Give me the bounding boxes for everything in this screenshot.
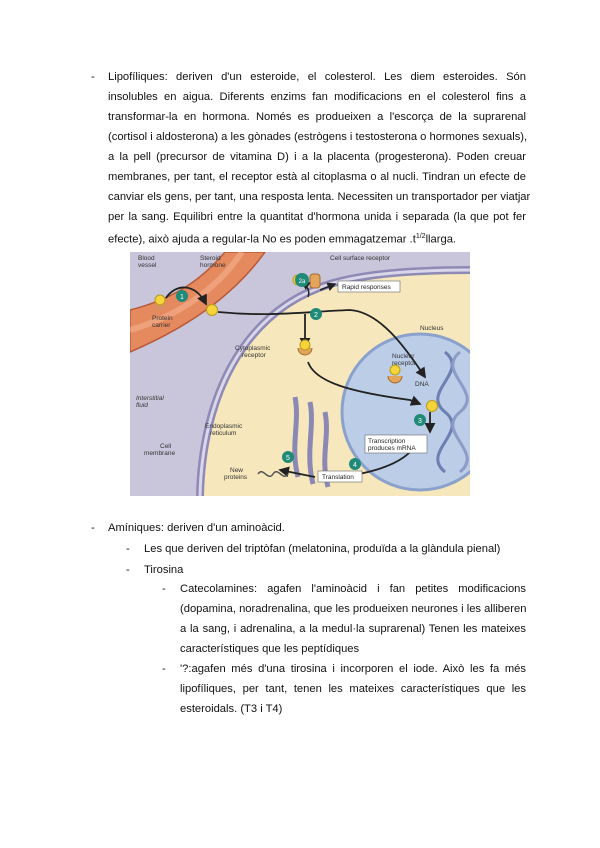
step-badge — [310, 308, 322, 320]
section-heading: Amíniques: deriven d'un aminoàcid. — [108, 522, 285, 534]
bullet-dash: - — [162, 663, 166, 675]
text-line: característiques que les peptídiques — [180, 643, 360, 655]
svg-text:4: 4 — [353, 462, 357, 469]
label-cell-surface-receptor: Cell surface receptor — [330, 255, 390, 262]
label-cell-membrane: Cell — [160, 443, 172, 450]
text-line: transformar-la en hormona. Només es produeixen a l'escorça de la suprarenal — [108, 111, 526, 123]
hormone-molecule — [155, 295, 165, 305]
label-cytoplasmic-receptor: Cytoplasmic — [235, 345, 271, 352]
text-line: a la sang, i adrenalina, a la medul·la suprarenal) Tenen les mateixes — [180, 623, 526, 635]
label-cell-membrane: membrane — [144, 450, 176, 457]
text-line: esteroidals. (T3 i T4) — [180, 703, 283, 715]
cell-surface-receptor — [310, 274, 320, 288]
steroid-hormone-diagram — [130, 252, 470, 496]
catecolamines-paragraph — [180, 579, 526, 659]
svg-text:2: 2 — [314, 312, 318, 319]
svg-text:1: 1 — [180, 294, 184, 301]
bullet-dash: - — [91, 71, 95, 83]
bullet-dash: - — [91, 522, 95, 534]
step-badge — [282, 451, 294, 463]
label-nuclear-receptor: Nuclear — [392, 353, 415, 360]
label-transcription: Transcription — [368, 438, 406, 445]
hormone-molecule — [207, 305, 218, 316]
text-line: insolubles en aigua. Diferents enzims fan modificacions en el colesterol fins a — [108, 91, 526, 103]
step-badge — [349, 458, 361, 470]
text-line: canviar els gens, per tant, una resposta lenta. Necessiten un transportador per viatjar — [108, 191, 531, 203]
label-interstitial-fluid: Interstitial — [136, 395, 164, 402]
bullet-dash: - — [162, 583, 166, 595]
list-item-text: Tirosina — [144, 564, 184, 576]
text-line: Lipofíliques: deriven d'un esteroide, el colesterol. Les diem esteroides. Són — [108, 71, 526, 83]
label-new-proteins: proteins — [224, 474, 248, 481]
label-steroid-hormone: hormone — [200, 262, 226, 269]
label-new-proteins: New — [230, 467, 244, 474]
step-badge — [414, 414, 426, 426]
label-endoplasmic-reticulum: Endoplasmic — [205, 423, 243, 430]
label-protein-carrier: carrier — [152, 322, 171, 329]
lipofiliques-paragraph — [108, 67, 531, 250]
label-blood-vessel: vessel — [138, 262, 157, 269]
tiroides-paragraph — [180, 659, 526, 719]
label-blood-vessel: Blood — [138, 255, 155, 262]
text-line: Catecolamines: agafen l'aminoàcid i fan petites modificacions — [180, 583, 526, 595]
text-fragment: efecte), això ajuda a regular-la No es poden emmagatzemar .t — [108, 233, 416, 246]
bullet-dash: - — [126, 543, 130, 555]
text-line: a la pell (precursor de vitamina D) i a la placenta (progesterona). Poden creuar — [108, 151, 526, 163]
text-line: lipofíliques, per tant, tenen les mateixes característiques que les — [180, 683, 526, 695]
text-fragment: llarga. — [425, 233, 457, 246]
label-endoplasmic-reticulum: reticulum — [210, 430, 237, 437]
label-interstitial-fluid: fluid — [136, 402, 148, 409]
hormone-molecule — [427, 401, 438, 412]
list-item-text: Les que deriven del triptòfan (melatonina, produïda a la glàndula pienal) — [144, 543, 501, 555]
step-badge — [295, 273, 309, 287]
label-dna: DNA — [415, 381, 429, 388]
superscript: 1/2 — [415, 233, 426, 240]
hormone-molecule — [300, 340, 310, 350]
text-line: (dopamina, noradrenalina, que les produeixen neurones i les alliberen — [180, 603, 527, 615]
text-line: per la sang. Equilibri entre la quantitat d'hormona unida i separada (la que pot fer — [108, 211, 526, 223]
bullet-dash: - — [126, 564, 130, 576]
step-badge — [176, 290, 188, 302]
label-steroid-hormone: Steroid — [200, 255, 221, 262]
text-line: '?:agafen més d'una tirosina i incorporen el iode. Això les fa més — [180, 663, 526, 675]
label-transcription: produces mRNA — [368, 445, 416, 452]
svg-text:5: 5 — [286, 455, 290, 462]
text-line: (cortisol i aldosterona) a les gònades (estrògens i testosterona o hormones sexuals), — [108, 131, 528, 143]
svg-text:2a: 2a — [298, 279, 306, 285]
text-line — [108, 227, 526, 250]
label-translation: Translation — [322, 474, 354, 481]
label-nucleus: Nucleus — [420, 325, 444, 332]
label-cytoplasmic-receptor: receptor — [242, 352, 266, 359]
label-nuclear-receptor: receptor — [392, 360, 416, 367]
label-rapid-responses: Rapid responses — [342, 284, 391, 291]
svg-text:3: 3 — [418, 418, 422, 425]
label-protein-carrier: Protein — [152, 315, 173, 322]
text-line: membranes, per tant, el receptor està al citoplasma o al nucli. Tindran un efecte de — [108, 171, 526, 183]
